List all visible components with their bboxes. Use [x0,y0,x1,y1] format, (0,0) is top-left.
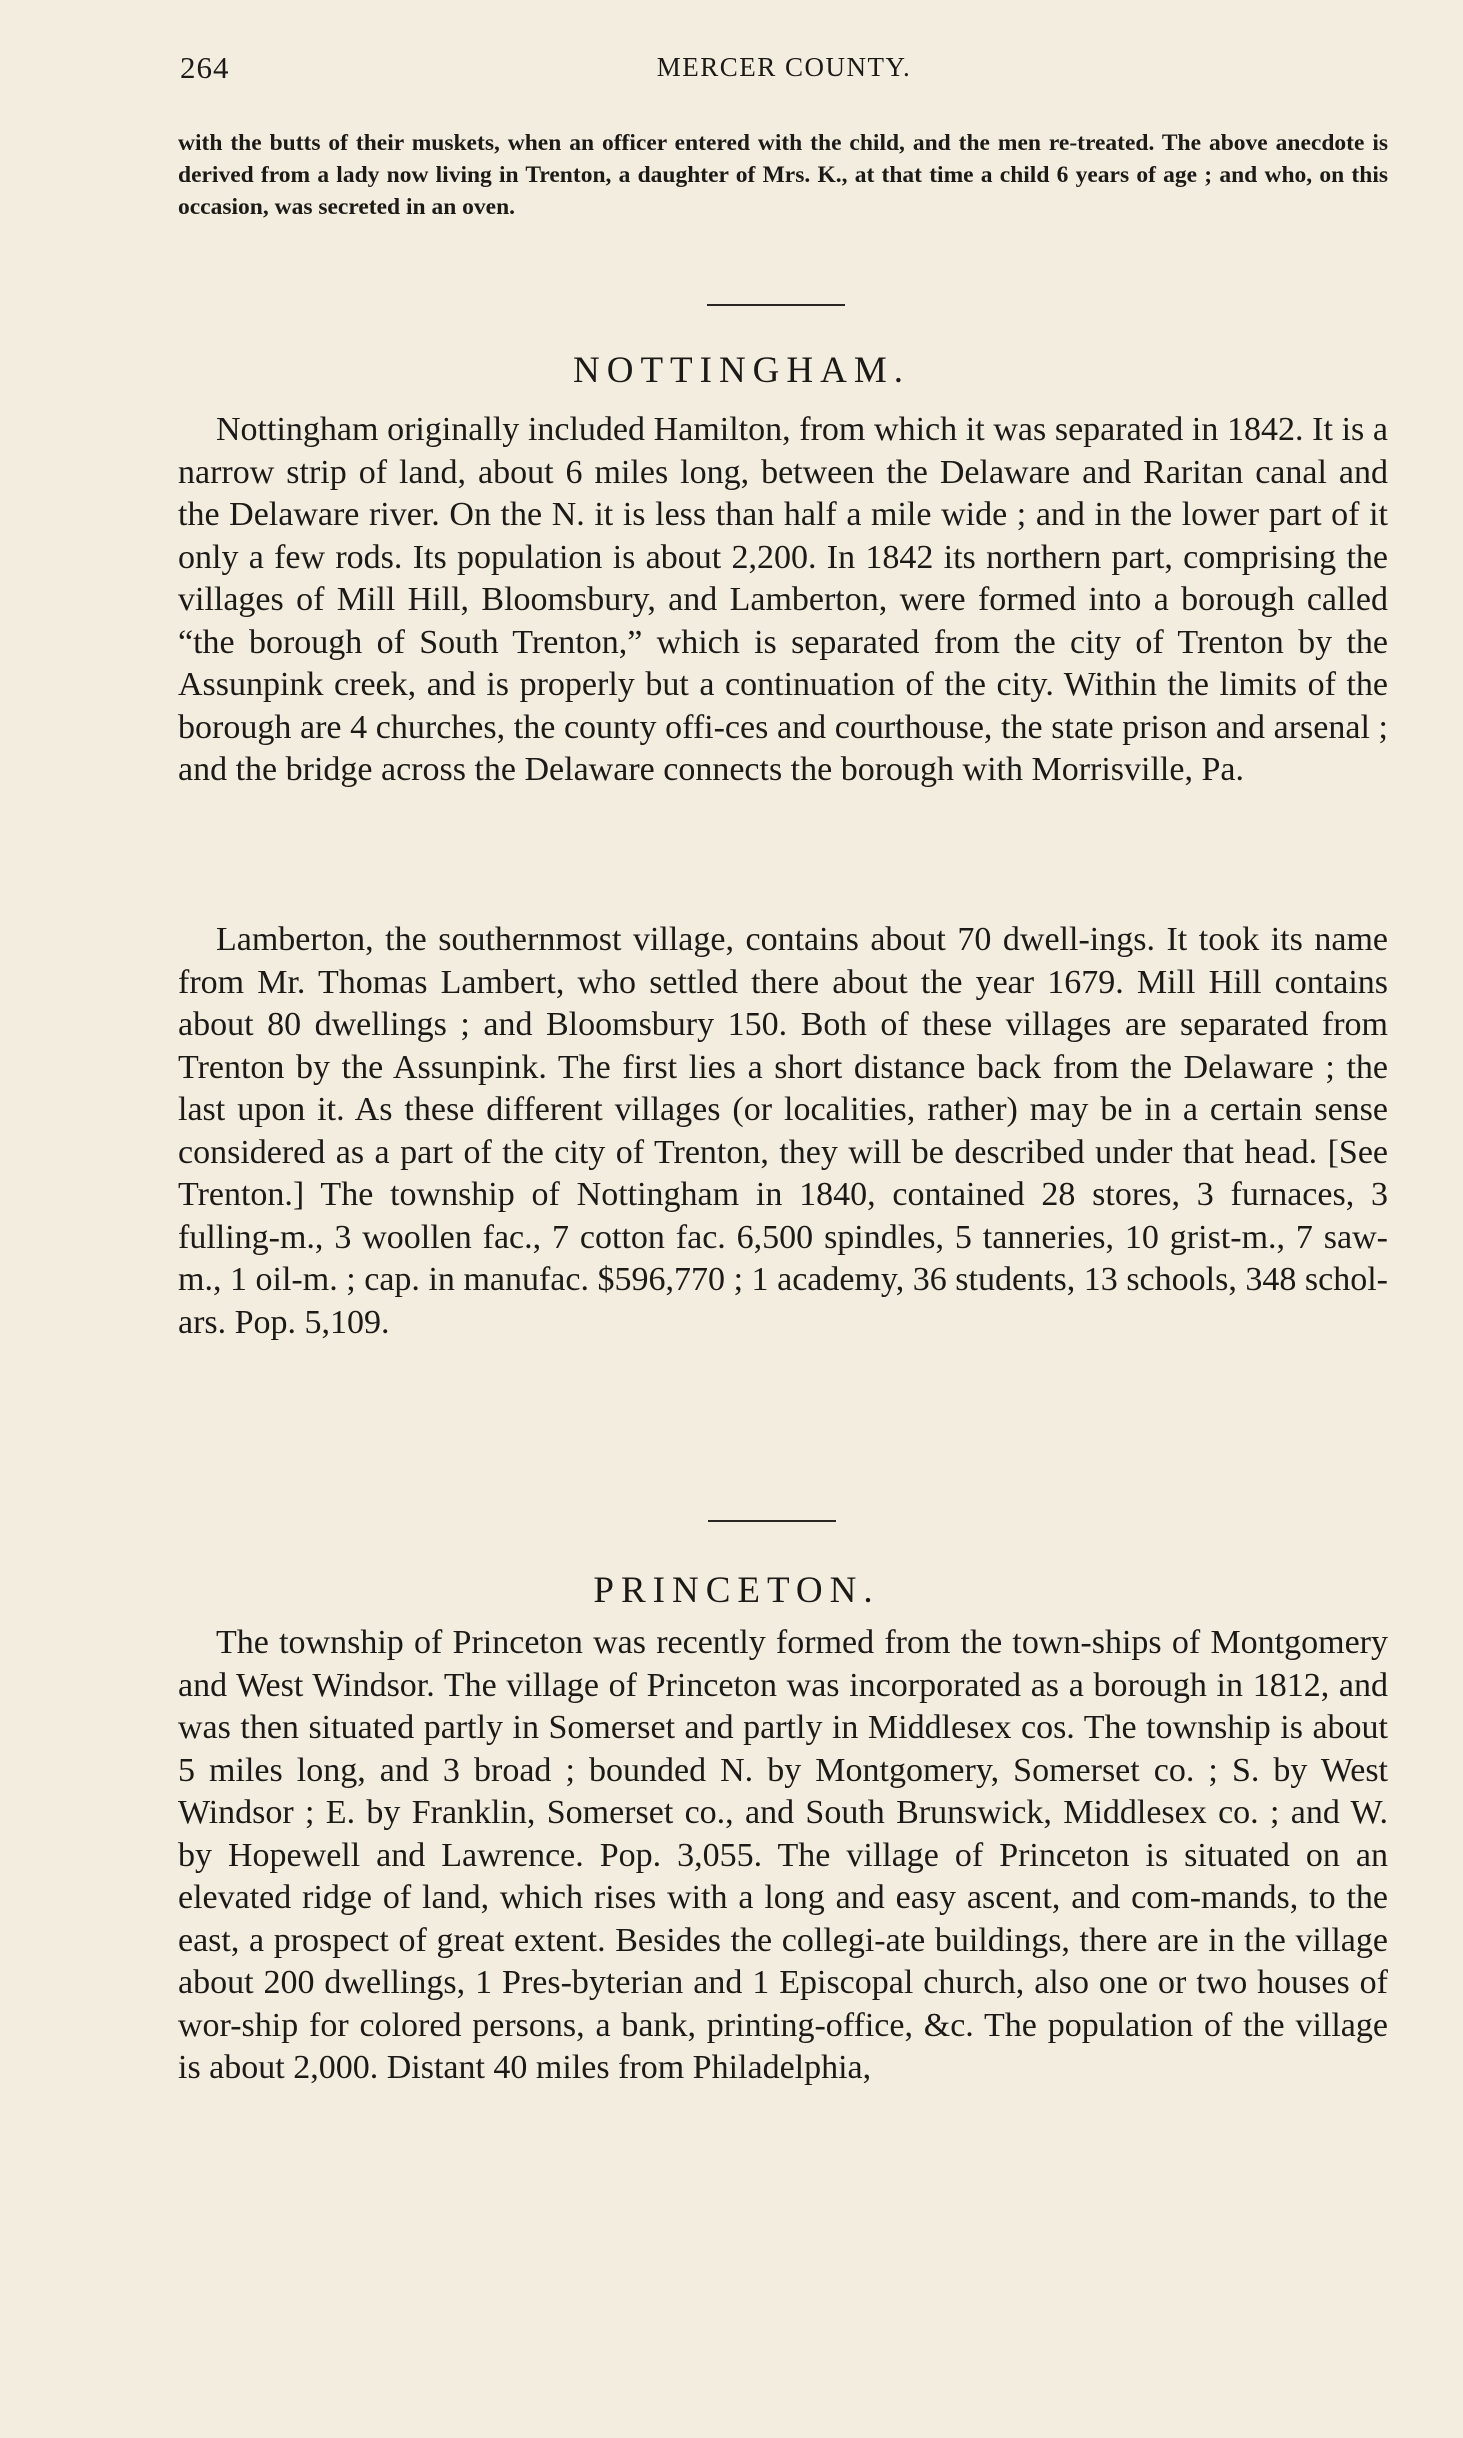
page-number: 264 [180,50,230,85]
princeton-paragraph-1: The township of Princeton was recently formed from the town-ships of Montgomery and West Windsor. The village of Princeton was incorporated as a borough in 1812, and was then situated partly in Somerset and partly in Middlesex cos. The township is about 5 miles long, and 3 broad ; bounded N. by Montgomery, Somerset co. ; S. by West Windsor ; E. by Franklin, Somerset co., and South Brunswick, Middlesex co. ; and W. by Hopewell and Lawrence. Pop. 3,055. The village of Princeton is situated on an elevated ridge of land, which rises with a long and easy ascent, and com-mands, to the east, a prospect of great extent. Besides the collegi-ate buildings, there are in the village about 200 dwellings, 1 Pres-byterian and 1 Episcopal church, also one or two houses of wor-ship for colored persons, a bank, printing-office, &c. The population of the village is about 2,000. Distant 40 miles from Philadelphia, [178,1624,1388,2086]
running-title: MERCER COUNTY. [656,52,912,82]
running-head [180,50,1388,90]
intro-paragraph: with the butts of their muskets, when an officer entered with the child, and the men re-treated. The above anecdote is derived from a lady now living in Trenton, a daughter of Mrs. K., at that time a child 6 years of age ; and who, on this occasion, was secreted in an oven. [178,130,1388,220]
nottingham-paragraph-1: Nottingham originally included Hamilton, from which it was separated in 1842. It is a narrow strip of land, about 6 miles long, between the Delaware and Raritan canal and the Delaware river. On the N. it is less than half a mile wide ; and in the lower part of it only a few rods. Its population is about 2,200. In 1842 its northern part, comprising the villages of Mill Hill, Bloomsbury, and Lamberton, were formed into a borough called “the borough of South Trenton,” which is separated from the city of Trenton by the Assunpink creek, and is properly but a continuation of the city. Within the limits of the borough are 4 churches, the county offi-ces and courthouse, the state prison and arsenal ; and the bridge across the Delaware connects the borough with Morrisville, Pa. [178,411,1388,788]
nottingham-paragraph-2: Lamberton, the southernmost village, contains about 70 dwell-ings. It took its name from Mr. Thomas Lambert, who settled there about the year 1679. Mill Hill contains about 80 dwellings ; and Bloomsbury 150. Both of these villages are separated from Trenton by the Assunpink. The first lies a short distance back from the Delaware ; the last upon it. As these different villages (or localities, rather) may be in a certain sense considered as a part of the city of Trenton, they will be described under that head. [See Trenton.] The township of Nottingham in 1840, contained 28 stores, 3 furnaces, 3 fulling-m., 3 woollen fac., 7 cotton fac. 6,500 spindles, 5 tanneries, 10 grist-m., 7 saw-m., 1 oil-m. ; cap. in manufac. $596,770 ; 1 academy, 36 students, 13 schools, 348 schol-ars. Pop. 5,109. [178,921,1388,1341]
section-title-nottingham: NOTTINGHAM. [573,350,910,391]
section-divider [707,304,845,306]
section-title-princeton: PRINCETON. [593,1570,880,1611]
section-divider [708,1520,836,1522]
